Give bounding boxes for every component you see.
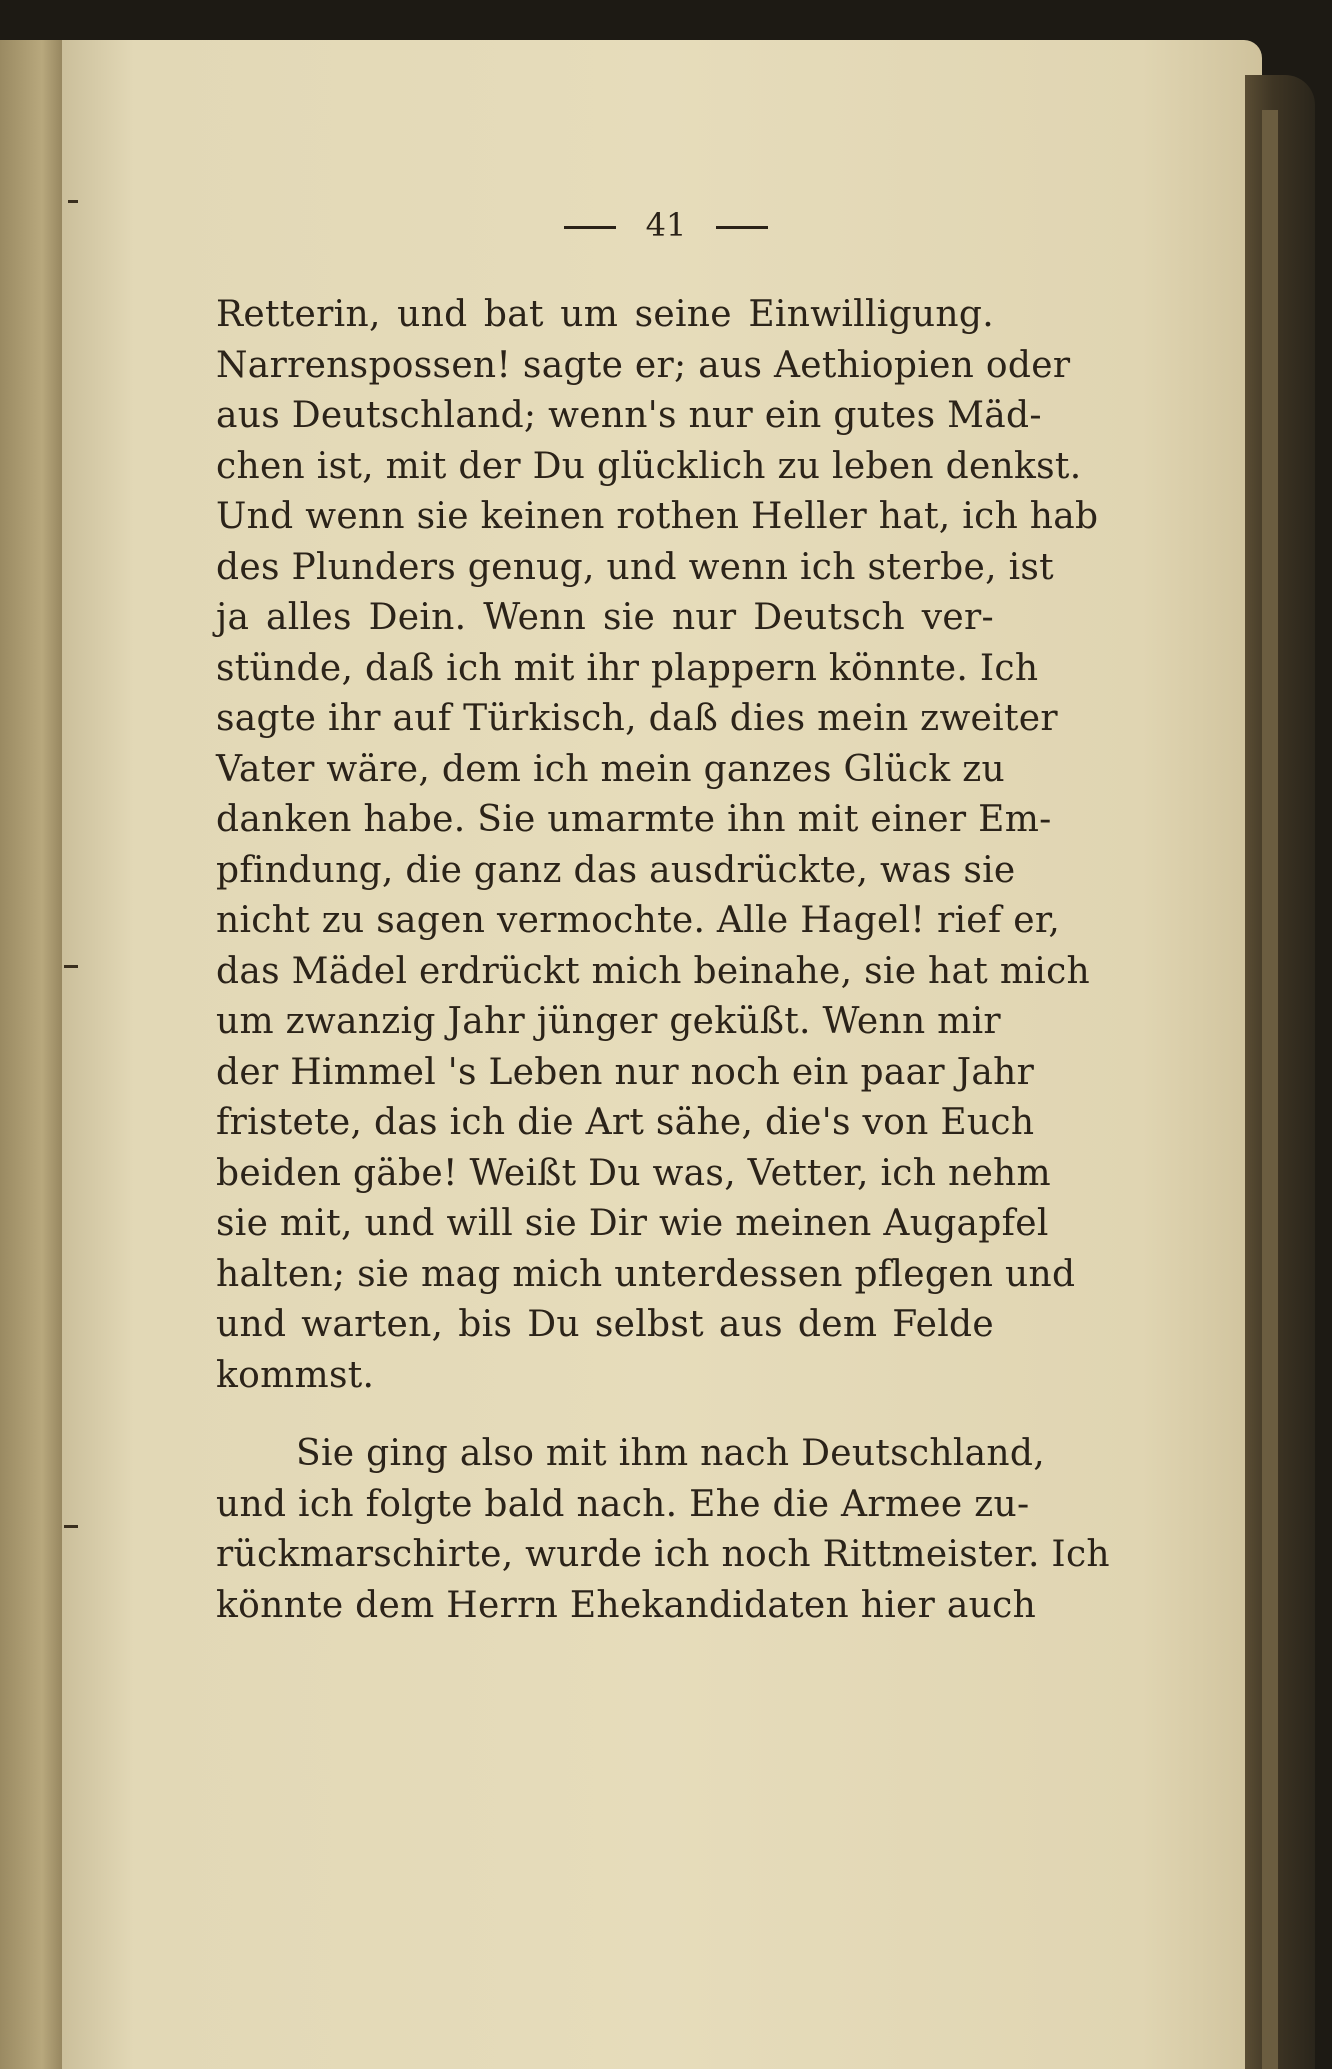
text-line: pfindung, die ganz das ausdrückte, was sie [216,849,1016,891]
text-line: ja alles Dein. Wenn sie nur Deutsch ver- [216,597,994,638]
paragraph [216,1429,1110,1631]
paragraph-gap [216,1401,994,1429]
text-line: halten; sie mag mich unterdessen pflegen und [216,1253,1076,1295]
text-line: aus Deutschland; wenn's nur ein gutes Mäd- [216,395,1042,436]
text-line: kommst. [216,1354,375,1396]
text-line: stünde, daß ich mit ihr plappern könnte. Ich [216,647,1039,689]
page-header [0,206,1332,246]
text-line: fristete, das ich die Art sähe, die's von Euch [216,1102,1035,1143]
page-number: 41 [645,206,687,244]
text-line: könnte dem Herrn Ehekandidaten hier auch [216,1584,1037,1626]
text-line: danken habe. Sie umarmte ihn mit einer Em- [216,799,1052,840]
margin-mark [68,200,78,203]
text-line: Und wenn sie keinen rothen Heller hat, ich hab [216,496,1099,537]
text-line: rückmarschirte, wurde ich noch Rittmeister. Ich [216,1534,1110,1575]
margin-mark [64,965,78,968]
margin-mark [64,1525,78,1528]
text-line: und warten, bis Du selbst aus dem Felde [216,1304,994,1345]
text-line: beiden gäbe! Weißt Du was, Vetter, ich nehm [216,1152,1051,1194]
text-line: nicht zu sagen vermochte. Alle Hagel! rief er, [216,900,1061,941]
header-dash-right [716,226,768,229]
text-line: Vater wäre, dem ich mein ganzes Glück zu [216,748,1005,790]
text-line: Sie ging also mit ihm nach Deutschland, [296,1433,1045,1474]
paragraph [216,290,1099,1401]
text-line: des Plunders genug, und wenn ich sterbe, ist [216,546,1054,588]
text-line: Narrenspossen! sagte er; aus Aethiopien oder [216,344,1071,386]
header-dash-left [564,226,616,229]
page-block-edge [1262,110,1278,2069]
book-spine-edge [1245,75,1315,2069]
text-line: Retterin, und bat um seine Einwilligung. [216,294,994,335]
text-line: und ich folgte bald nach. Ehe die Armee zu- [216,1483,1030,1525]
text-line: sagte ihr auf Türkisch, daß dies mein zweiter [216,698,1058,739]
body-text [216,290,1110,1631]
facing-page-edge [0,40,70,2069]
text-line: chen ist, mit der Du glücklich zu leben denkst. [216,445,1082,487]
text-line: sie mit, und will sie Dir wie meinen Augapfel [216,1203,1049,1244]
text-line: der Himmel 's Leben nur noch ein paar Jahr [216,1051,1035,1093]
text-line: um zwanzig Jahr jünger geküßt. Wenn mir [216,1001,1001,1042]
text-line: das Mädel erdrückt mich beinahe, sie hat mich [216,950,1091,992]
